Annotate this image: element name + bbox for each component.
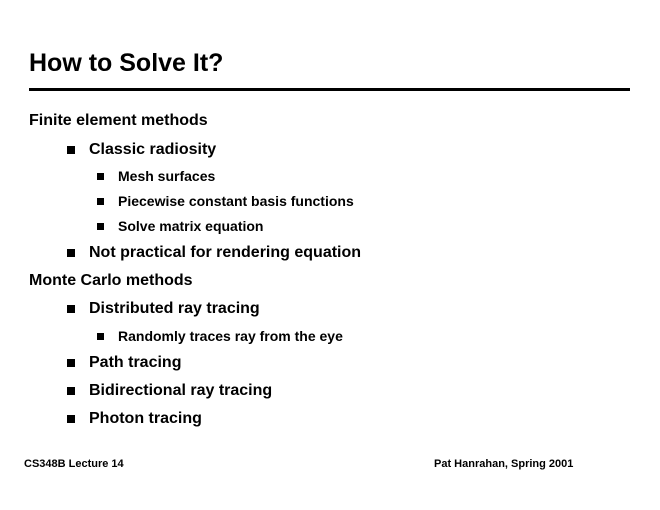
square-bullet-icon	[67, 359, 75, 367]
title-divider	[29, 88, 630, 91]
outline-item-text: Piecewise constant basis functions	[118, 193, 354, 209]
slide-title: How to Solve It?	[29, 49, 224, 77]
outline-item-solve-matrix	[97, 215, 263, 237]
outline-item-text: Distributed ray tracing	[89, 300, 260, 317]
outline-item-path-tracing	[67, 351, 181, 375]
outline-item-text: Path tracing	[89, 354, 182, 371]
outline-item-photon-tracing	[67, 407, 202, 431]
outline-item-text: Classic radiosity	[89, 141, 217, 158]
square-bullet-icon	[67, 305, 75, 313]
outline-item-bidirectional-ray-tracing	[67, 379, 272, 403]
outline-item-text: Monte Carlo methods	[29, 272, 193, 289]
outline-item-distributed-ray-tracing	[67, 297, 260, 321]
outline-item-text: Randomly traces ray from the eye	[118, 328, 343, 344]
outline-item-finite-element-methods	[29, 109, 208, 133]
outline-item-randomly-traces	[97, 325, 343, 347]
square-bullet-icon	[67, 146, 75, 154]
outline-item-mesh-surfaces	[97, 165, 215, 187]
square-bullet-icon	[67, 249, 75, 257]
square-bullet-icon	[97, 333, 104, 340]
footer-course: CS348B Lecture 14	[24, 458, 124, 470]
outline-item-text: Mesh surfaces	[118, 168, 216, 184]
outline-item-text: Bidirectional ray tracing	[89, 382, 273, 399]
square-bullet-icon	[97, 173, 104, 180]
outline-item-text: Not practical for rendering equation	[89, 244, 362, 261]
square-bullet-icon	[97, 198, 104, 205]
outline-item-not-practical	[67, 241, 361, 265]
outline-item-piecewise-constant	[97, 190, 354, 212]
outline-item-text: Finite element methods	[29, 112, 208, 129]
outline-item-monte-carlo-methods	[29, 269, 193, 293]
outline-item-text: Photon tracing	[89, 410, 202, 427]
square-bullet-icon	[67, 415, 75, 423]
outline-item-classic-radiosity	[67, 138, 216, 162]
square-bullet-icon	[67, 387, 75, 395]
footer-author: Pat Hanrahan, Spring 2001	[434, 458, 574, 470]
outline-item-text: Solve matrix equation	[118, 218, 264, 234]
square-bullet-icon	[97, 223, 104, 230]
